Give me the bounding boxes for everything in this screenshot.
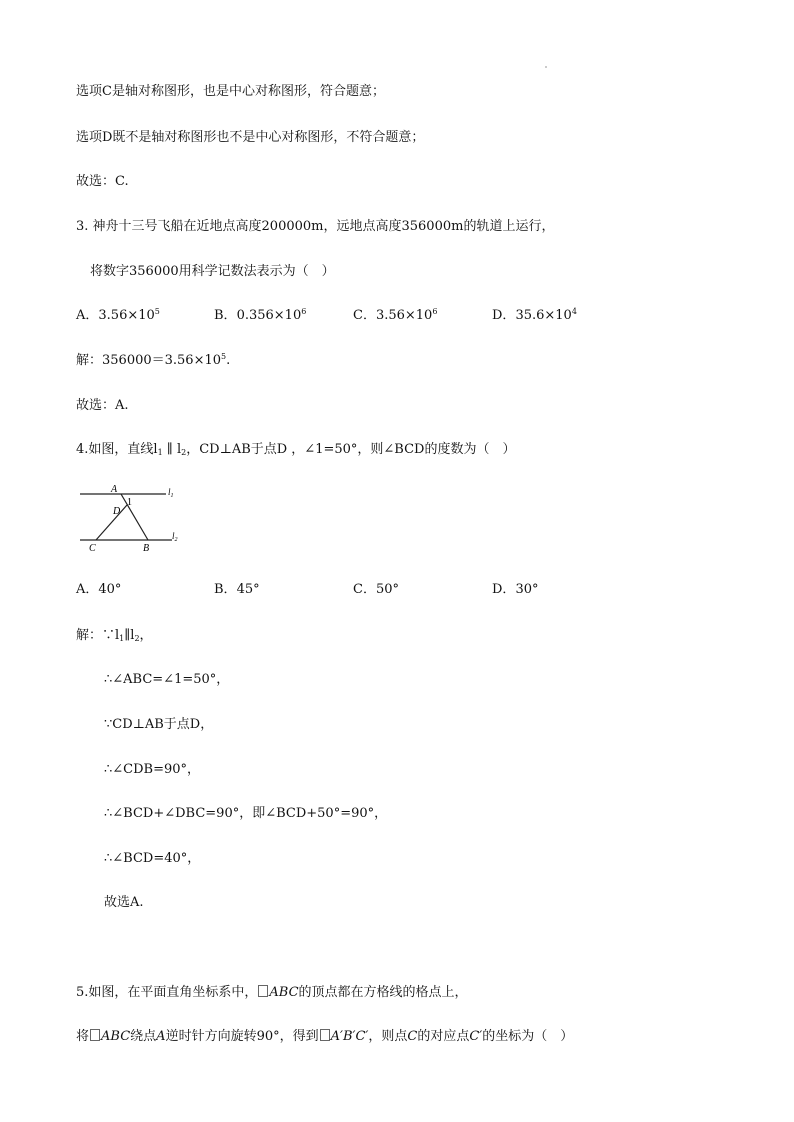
segment-ab xyxy=(121,494,148,540)
label-b: B xyxy=(143,543,150,554)
label-c: C xyxy=(89,543,96,554)
label-d: D xyxy=(113,506,121,517)
question-3-prompt: 将数字356000用科学记数法表示为（ ） xyxy=(90,264,335,279)
q4-option-b[interactable]: B．45° xyxy=(214,582,260,597)
q4-solution-1: 解：$\because l_1\parallel l_2$， xyxy=(76,628,153,643)
q4-option-c[interactable]: C．50° xyxy=(353,582,399,597)
label-l1: $l_1$ xyxy=(168,487,174,499)
question-5-prompt: 将 ABC绕点A逆时针方向旋转90°，得到 A′B′C′，则点C的对应点C′的坐标为（ ） xyxy=(76,1029,574,1044)
text-line: 选项C是轴对称图形，也是中心对称图形，符合题意； xyxy=(76,84,385,99)
q4-solution-5: ∴∠BCD+∠DBC=90°，即∠BCD+50°=90°， xyxy=(104,806,388,821)
question-5: 5.如图，在平面直角坐标系中， ABC的顶点都在方格线的格点上， xyxy=(76,985,468,1000)
triangle-symbol-box xyxy=(90,1029,100,1041)
triangle-symbol-box xyxy=(258,985,268,997)
question-4: 4.如图，直线$l_1$ ∥ $l_2$，CD⊥AB于点D ，∠1=50°，则∠BCD的度数为（ ） xyxy=(76,442,516,457)
label-a: A xyxy=(111,484,118,495)
q4-answer: 故选A. xyxy=(104,895,144,910)
label-l2: $l_2$ xyxy=(172,531,178,543)
q3-option-d[interactable]: D．$35.6\times 10^4$ xyxy=(492,307,577,323)
label-angle-1: 1 xyxy=(127,497,132,508)
question-3: 3. 神舟十三号飞船在近地点高度200000m，远地点高度356000m的轨道上运行， xyxy=(76,219,555,234)
q4-solution-3: ∵CD⊥AB于点D， xyxy=(104,717,214,732)
q3-option-c[interactable]: C．$3.56\times 10^6$ xyxy=(353,307,438,323)
triangle-symbol-box xyxy=(320,1029,330,1041)
q3-option-a[interactable]: A．$3.56\times 10^5$ xyxy=(76,307,160,323)
q4-option-d[interactable]: D．30° xyxy=(492,582,539,597)
text-line: 选项D既不是轴对称图形也不是中心对称图形，不符合题意； xyxy=(76,130,425,145)
speck xyxy=(545,66,547,68)
segment-cd xyxy=(96,505,127,540)
q3-answer: 故选：A. xyxy=(76,398,129,413)
q4-solution-2: ∴∠ABC=∠1=50°， xyxy=(104,672,230,687)
q3-solution: 解：$356000=3.56\times 10^5$. xyxy=(76,352,231,368)
q3-option-b[interactable]: B．$0.356\times 10^6$ xyxy=(214,307,307,323)
text-line: 故选：C. xyxy=(76,174,129,189)
q4-option-a[interactable]: A．40° xyxy=(76,582,122,597)
q4-solution-6: ∴∠BCD=40°， xyxy=(104,851,201,866)
q4-solution-4: ∴∠CDB=90°， xyxy=(104,762,201,777)
parallel-lines-figure xyxy=(76,478,196,554)
